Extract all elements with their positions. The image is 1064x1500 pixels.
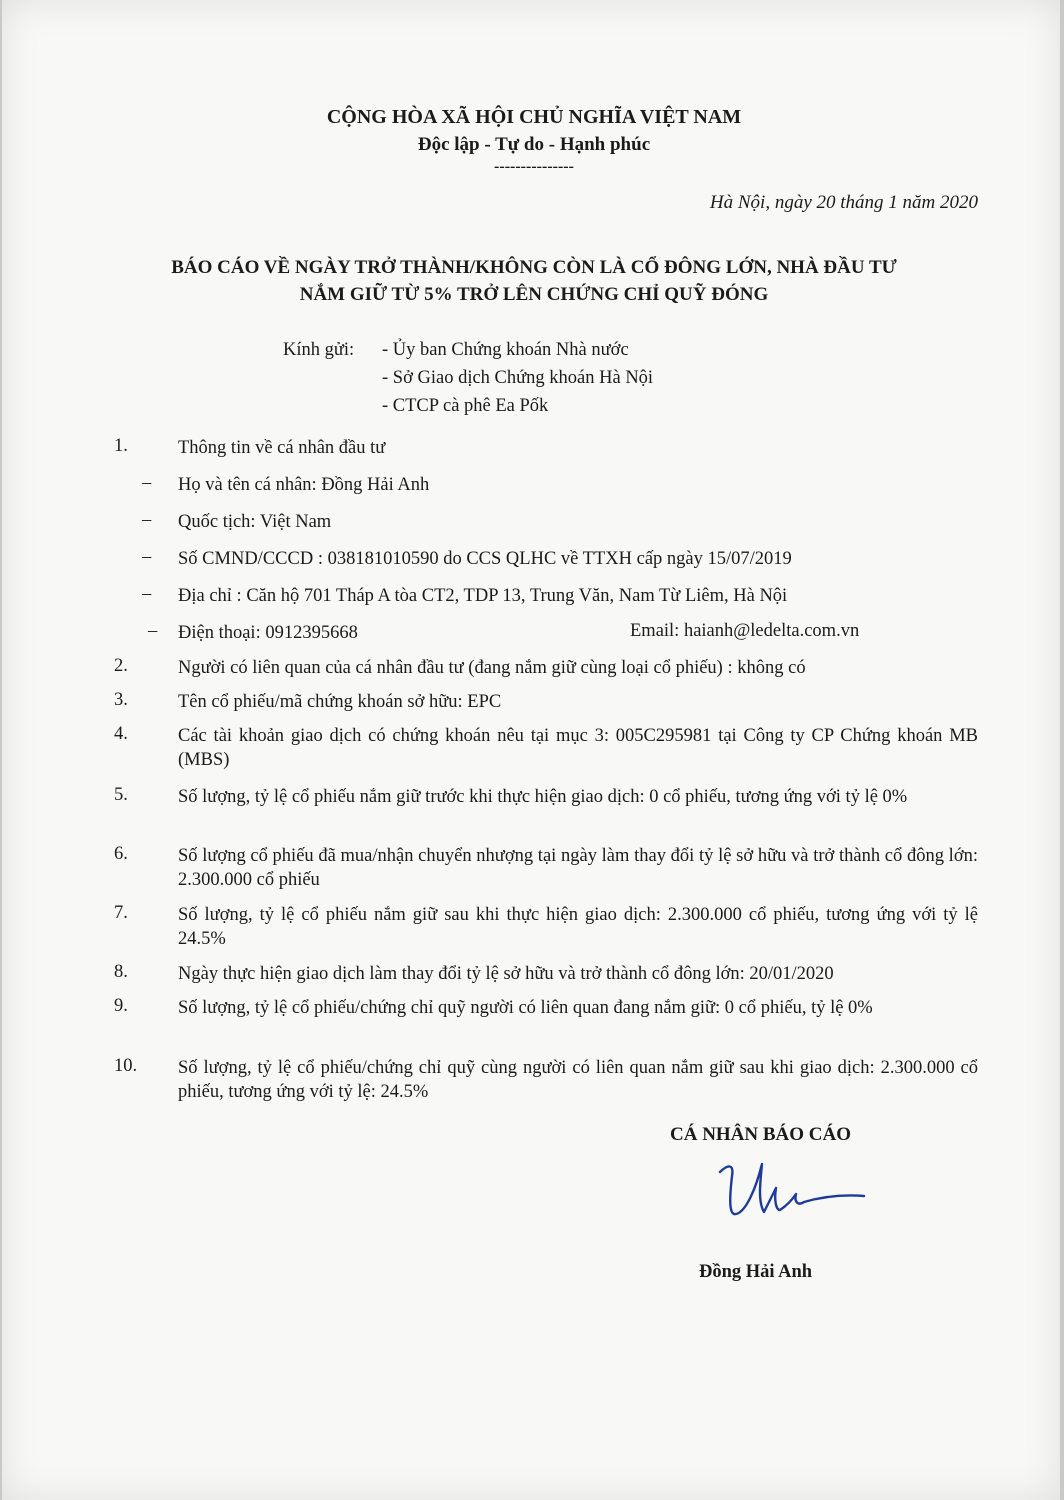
investor-email: Email: haianh@ledelta.com.vn [630, 621, 860, 641]
bullet-dash: – [148, 621, 158, 641]
nation-heading: CỘNG HÒA XÃ HỘI CHỦ NGHĨA VIỆT NAM [326, 106, 742, 128]
recipient-item: - Sở Giao dịch Chứng khoán Hà Nội [382, 368, 654, 388]
motto-heading: Độc lập - Tự do - Hạnh phúc [417, 134, 651, 155]
report-title-line-2: NẮM GIỮ TỪ 5% TRỞ LÊN CHỨNG CHỈ QUỸ ĐÓNG [299, 284, 769, 305]
investor-phone: Điện thoại: 0912395668 [178, 623, 358, 643]
investor-id: Số CMND/CCCD : 038181010590 do CCS QLHC về TTXH cấp ngày 15/07/2019 [178, 549, 792, 569]
item-text: Người có liên quan của cá nhân đầu tư (đang nắm giữ cùng loại cổ phiếu) : không có [178, 658, 806, 678]
investor-address: Địa chỉ : Căn hộ 701 Tháp A tòa CT2, TDP 13, Trung Văn, Nam Từ Liêm, Hà Nội [178, 586, 788, 606]
item-text: Số lượng, tỷ lệ cổ phiếu nắm giữ trước khi thực hiện giao dịch: 0 cổ phiếu, tương ứng với tỷ lệ 0% [178, 787, 908, 807]
item-number: 7. [114, 903, 128, 923]
recipients-label: Kính gửi: [283, 340, 355, 360]
report-title [2, 254, 1064, 308]
item-number: 5. [114, 785, 128, 805]
item-number: 8. [114, 962, 128, 982]
document-page [2, 0, 1060, 1500]
item-number: 4. [114, 724, 128, 744]
section1-heading: Thông tin về cá nhân đầu tư [178, 438, 386, 458]
handwritten-signature [714, 1150, 874, 1230]
header-divider: --------------- [494, 158, 574, 175]
signature-title: CÁ NHÂN BÁO CÁO [670, 1124, 852, 1145]
recipient-item: - CTCP cà phê Ea Pốk [382, 396, 549, 416]
item-text: Số lượng, tỷ lệ cổ phiếu/chứng chỉ quỹ cùng người có liên quan nắm giữ sau khi giao dịch: 2.300.000 cổ phiếu, tương ứng với tỷ lệ: 24.5% [178, 1058, 978, 1102]
item-text: Số lượng, tỷ lệ cổ phiếu nắm giữ sau khi thực hiện giao dịch: 2.300.000 cổ phiếu, tương ứng với tỷ lệ 24.5% [178, 905, 978, 949]
bullet-dash: – [142, 473, 152, 493]
bullet-dash: – [142, 547, 152, 567]
item-text: Ngày thực hiện giao dịch làm thay đổi tỷ lệ sở hữu và trở thành cổ đông lớn: 20/01/2020 [178, 964, 834, 984]
report-title-line-1: BÁO CÁO VỀ NGÀY TRỞ THÀNH/KHÔNG CÒN LÀ CỔ ĐÔNG LỚN, NHÀ ĐẦU TƯ [171, 257, 897, 278]
item-number: 9. [114, 996, 128, 1016]
item-number: 1. [114, 436, 128, 456]
item-number: 6. [114, 844, 128, 864]
item-text: Tên cổ phiếu/mã chứng khoán sở hữu: EPC [178, 692, 502, 712]
item-text: Số lượng, tỷ lệ cổ phiếu/chứng chỉ quỹ người có liên quan đang nắm giữ: 0 cổ phiếu, tỷ lệ 0% [178, 998, 873, 1018]
date-line: Hà Nội, ngày 20 tháng 1 năm 2020 [709, 192, 978, 213]
investor-name: Họ và tên cá nhân: Đồng Hải Anh [178, 475, 430, 495]
signer-name: Đồng Hải Anh [699, 1262, 813, 1282]
item-number: 3. [114, 690, 128, 710]
investor-nationality: Quốc tịch: Việt Nam [178, 512, 332, 532]
item-text: Các tài khoản giao dịch có chứng khoán nêu tại mục 3: 005C295981 tại Công ty CP Chứng khoán MB (MBS) [178, 726, 978, 770]
item-text: Số lượng cổ phiếu đã mua/nhận chuyển nhượng tại ngày làm thay đổi tỷ lệ sở hữu và trở thành cổ đông lớn: 2.300.000 cổ phiếu [178, 846, 978, 890]
bullet-dash: – [142, 584, 152, 604]
recipient-item: - Ủy ban Chứng khoán Nhà nước [382, 340, 629, 360]
item-number: 10. [114, 1056, 138, 1076]
item-number: 2. [114, 656, 128, 676]
bullet-dash: – [142, 510, 152, 530]
